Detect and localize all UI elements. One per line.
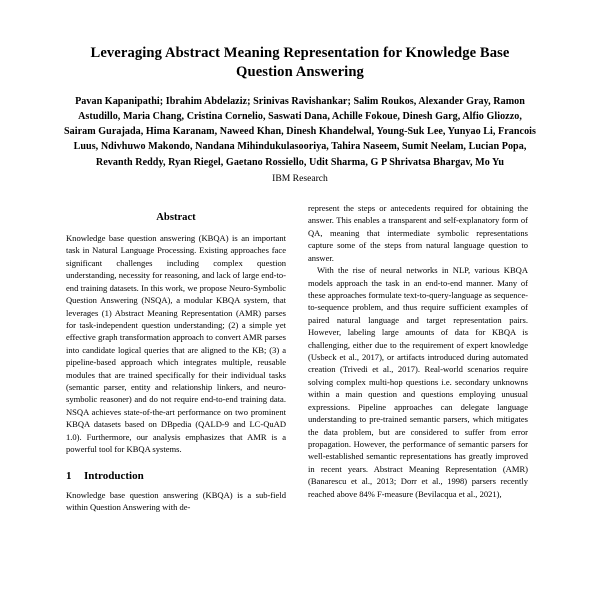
right-paragraph-2: With the rise of neural networks in NLP, various KBQA models approach the task in an end-to-end manner. Many of these approaches formulate text-to-query-language as sequence-to-sequence problem, and thus require sufficient examples of paired natural language and target representation pairs. However, labeling large amounts of data for KBQA is challenging, either due to the requirement of expert knowledge (Usbeck et al., 2017), or artifacts introduced during automated creation (Trivedi et al., 2017). Real-world scenarios require solving complex multi-hop questions i.e. secondary unknowns within a main question and questions employing unusual expressions. Pipeline approaches can delegate language understanding to pre-trained semantic parsers, which mitigates the data problem, but are considered to suffer from error propagation. However, the performance of semantic parsers for well-established semantic representations has greatly improved in recent years. Abstract Meaning Representation (AMR) (Banarescu et al., 2013; Dorr et al., 1998) parsers recently reached above 84% F-measure (Bevilacqua et al., 2021), bbox=[308, 265, 528, 499]
two-column-body bbox=[0, 202, 600, 513]
introduction-body bbox=[66, 489, 286, 514]
right-column bbox=[308, 202, 528, 513]
page-title: Leveraging Abstract Meaning Representation for Knowledge Base Question Answering bbox=[90, 45, 510, 81]
left-column bbox=[66, 202, 286, 513]
abstract-heading: Abstract bbox=[156, 212, 196, 223]
introduction-heading bbox=[66, 470, 286, 482]
title-block bbox=[0, 0, 600, 186]
right-paragraph-1: represent the steps or antecedents required for obtaining the answer. This enables a transparent and self-explanatory form of QA, meaning that intermediate symbolic representations capture some of the steps from natural language question to answer. bbox=[308, 203, 528, 263]
author-list: Pavan Kapanipathi; Ibrahim Abdelaziz; Srinivas Ravishankar; Salim Roukos, Alexander Gray, Ramon Astudillo, Maria Chang, Cristina Cornelio, Saswati Dana, Achille Fokoue, Dinesh Garg, Alfio Gliozzo, Sairam Gurajada, Hima Karanam, Naweed Khan, Dinesh Khandelwal, Young-Suk Lee, Yunyao Li, Francois Luus, Ndivhuwo Makondo, Nandana Mihindukulasooriya, Tahira Naseem, Sumit Neelam, Lucian Popa, Revanth Reddy, Ryan Riegel, Gaetano Rossiello, Udit Sharma, G P Shrivatsa Bhargav, Mo Yu bbox=[63, 95, 537, 168]
right-column-body bbox=[308, 202, 528, 500]
section-title: Introduction bbox=[84, 469, 144, 482]
abstract-paragraph: Knowledge base question answering (KBQA) is an important task in Natural Language Processing. Existing approaches face significant challenges including complex question understanding, necessity for reasoning, and lack of large end-to-end training datasets. In this work, we propose Neuro-Symbolic Question Answering (NSQA), a modular KBQA system, that leverages (1) Abstract Meaning Representation (AMR) parses for task-independent question understanding; (2) a simple yet effective graph transformation approach to convert AMR parses into candidate logical queries that are aligned to the KB; (3) a pipeline-based approach which integrates multiple, reusable modules that are trained specifically for their individual tasks (semantic parser, entity and relationship linkers, and neuro-symbolic reasoner) and do not require end-to-end training data. NSQA achieves state-of-the-art performance on two prominent KBQA datasets based on DBpedia (QALD-9 and LC-QuAD 1.0). Furthermore, our analysis emphasizes that AMR is a powerful tool for KBQA systems. bbox=[66, 233, 286, 455]
section-number: 1 bbox=[66, 469, 72, 482]
affiliation: IBM Research bbox=[272, 173, 328, 185]
intro-paragraph-1: Knowledge base question answering (KBQA) is a sub-field within Question Answering with de- bbox=[66, 489, 286, 513]
abstract-body bbox=[66, 232, 286, 456]
